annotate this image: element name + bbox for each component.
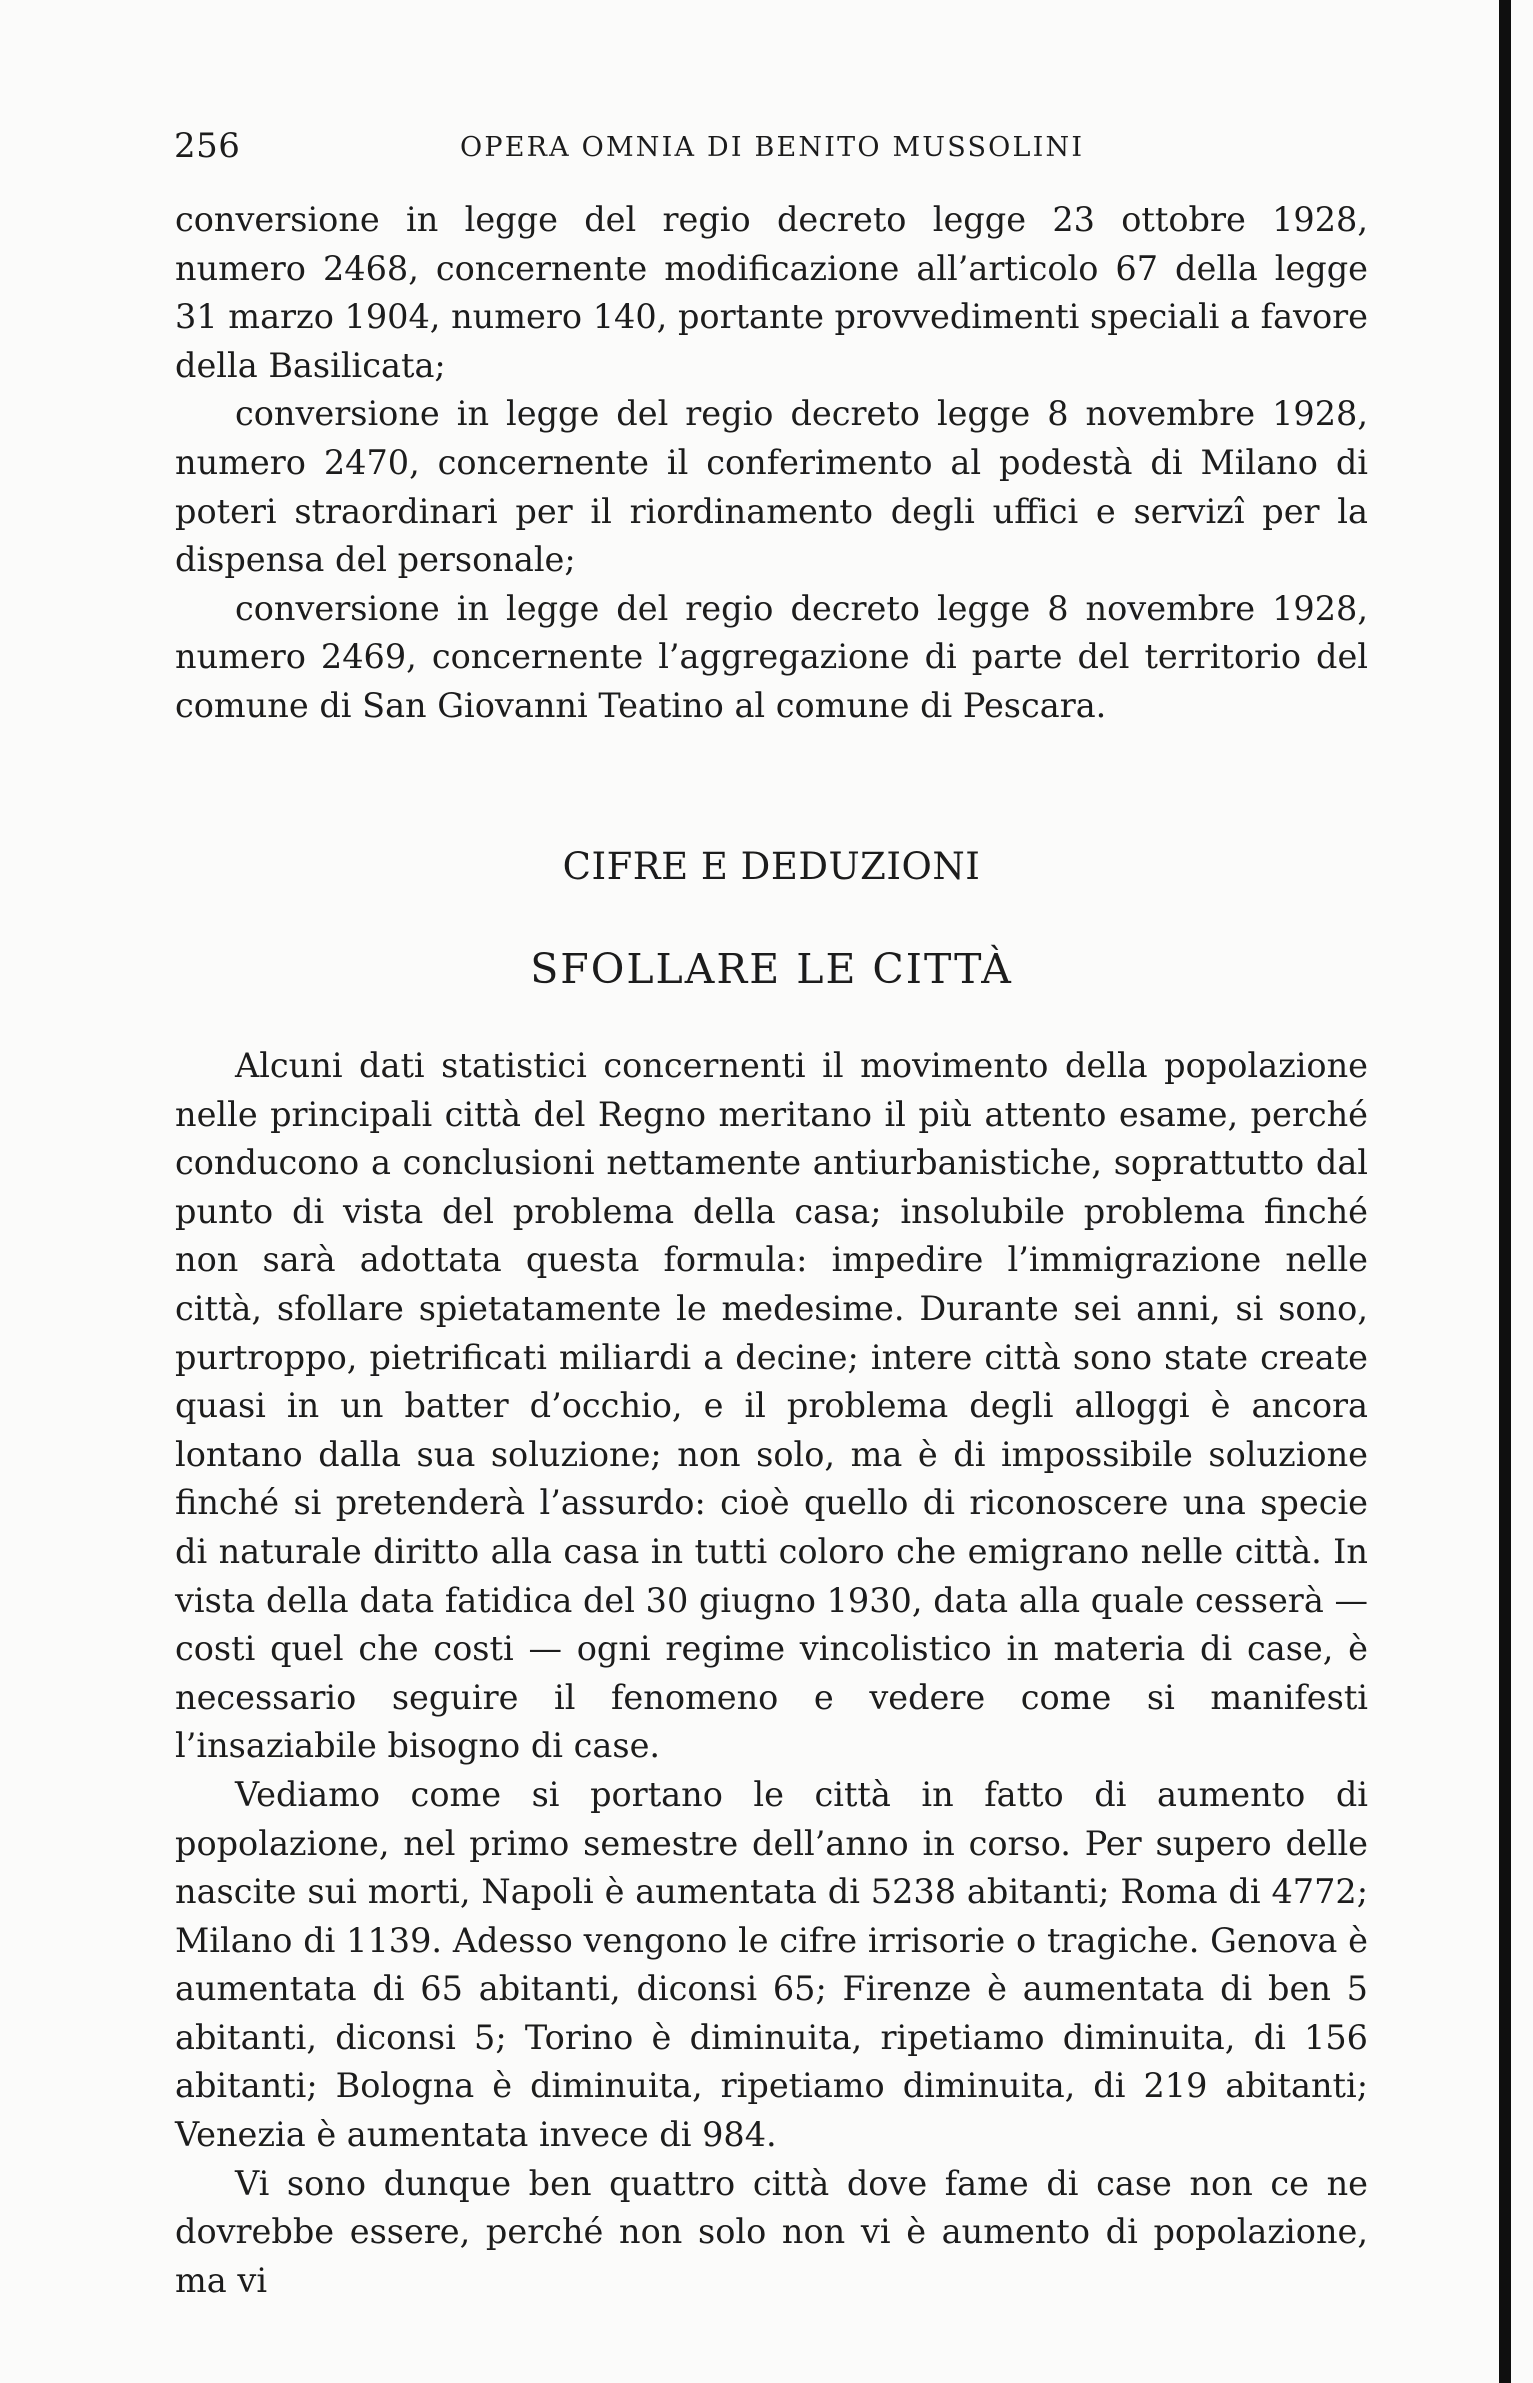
article-paragraph: Vi sono dunque ben quattro città dove fame di case non ce ne dovrebbe essere, perché non solo non vi è aumento di popolazione, ma vi (175, 2163, 1368, 2300)
legislation-item: conversione in legge del regio decreto legge 23 ottobre 1928, numero 2468, concernente modificazione all’articolo 67 della legge 31 marzo 1904, numero 140, portante provvedimenti speciali a favore della Basilicata; (175, 200, 1368, 385)
article-title: SFOLLARE LE CITTÀ (530, 945, 1013, 993)
article-paragraph: Vediamo come si portano le città in fatto di aumento di popolazione, nel primo semestre dell’anno in corso. Per supero delle nascite sui morti, Napoli è aumentata di 5238 abitanti; Roma di 4772; Milano di 1139. Adesso vengono le cifre irrisorie o tragiche. Genova è aumentata di 65 abitanti, diconsi 65; Firenze è aumentata di ben 5 abitanti, diconsi 5; Torino è diminuita, ripetiamo diminuita, di 156 abitanti; Bologna è diminuita, ripetiamo diminuita, di 219 abitanti; Venezia è aumentata invece di 984. (175, 1774, 1368, 2155)
running-title: OPERA OMNIA DI BENITO MUSSOLINI (460, 132, 1085, 163)
article-paragraph: Alcuni dati statistici concernenti il movimento della popolazione nelle principali città del Regno meritano il più attento esame, perché conducono a conclusioni nettamente antiurbanistiche, soprattutto dal punto di vista del problema della casa; insolubile problema finché non sarà adottata questa formula: impedire l’immigrazione nelle città, sfollare spietatamente le medesime. Durante sei anni, si sono, purtroppo, pietrificati miliardi a decine; intere città sono state create quasi in un batter d’occhio, e il problema degli alloggi è ancora lontano dalla sua soluzione; non solo, ma è di impossibile soluzione finché si pretenderà l’assurdo: cioè quello di riconoscere una specie di naturale diritto alla casa in tutti coloro che emigrano nelle città. In vista della data fatidica del 30 giugno 1930, data alla quale cesserà — costi quel che costi — ogni regime vincolistico in materia di case, è necessario seguire il fenomeno e vedere come si manifesti l’insaziabile bisogno di case. (175, 1046, 1368, 1766)
article-body (175, 1042, 1368, 2305)
page-edge-shadow (1499, 0, 1511, 2383)
legislation-item: conversione in legge del regio decreto legge 8 novembre 1928, numero 2470, concernente il conferimento al podestà di Milano di poteri straordinari per il riordinamento degli uffici e servizî per la dispensa del personale; (175, 394, 1368, 580)
section-label: CIFRE E DEDUZIONI (562, 845, 981, 888)
continued-legislation-list (175, 196, 1368, 731)
legislation-item: conversione in legge del regio decreto legge 8 novembre 1928, numero 2469, concernente l’aggregazione di parte del territorio del comune di San Giovanni Teatino al comune di Pescara. (175, 588, 1368, 725)
page-number: 256 (174, 126, 241, 166)
running-head (174, 126, 1354, 176)
